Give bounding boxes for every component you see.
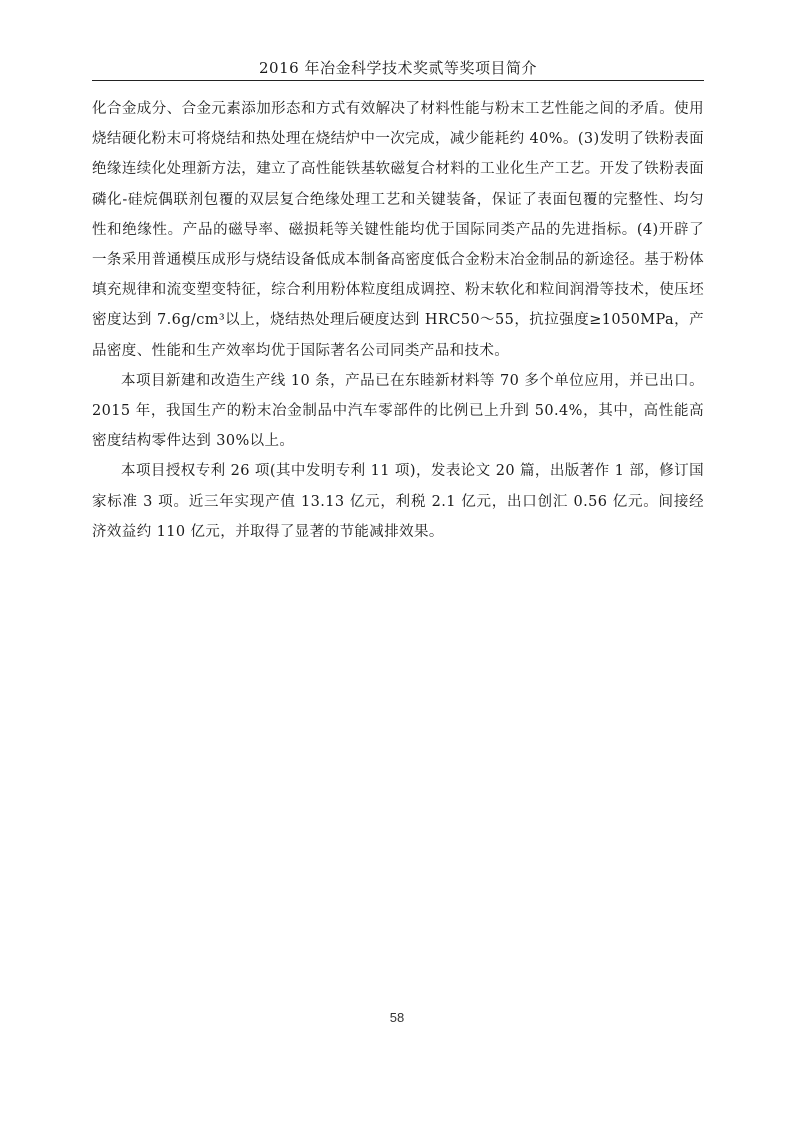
paragraph-continuation: 化合金成分、合金元素添加形态和方式有效解决了材料性能与粉末工艺性能之间的矛盾。使用烧结硬化粉末可将烧结和热处理在烧结炉中一次完成，减少能耗约 40%。(3)发明了铁粉表面绝缘连续化处理新方法，建立了高性能铁基软磁复合材料的工业化生产工艺。开发了铁粉表面磷化-硅烷偶联剂包覆的双层复合绝缘处理工艺和关键装备，保证了表面包覆的完整性、均匀性和绝缘性。产品的磁导率、磁损耗等关键性能均优于国际同类产品的先进指标。(4)开辟了一条采用普通模压成形与烧结设备低成本制备高密度低合金粉末冶金制品的新途径。基于粉体填充规律和流变塑变特征，综合利用粉体粒度组成调控、粉末软化和粒间润滑等技术，使压坯密度达到 7.6g/cm³以上，烧结热处理后硬度达到 HRC50～55，抗拉强度≥1050MPa，产品密度、性能和生产效率均优于国际著名公司同类产品和技术。	[92, 101, 704, 359]
paragraph-production-lines: 本项目新建和改造生产线 10 条，产品已在东睦新材料等 70 多个单位应用，并已出口。2015 年，我国生产的粉末冶金制品中汽车零部件的比例已上升到 50.4%，其中，高性能高密度结构零件达到 30%以上。	[92, 372, 704, 450]
paragraph-patents-economics: 本项目授权专利 26 项(其中发明专利 11 项)，发表论文 20 篇，出版著作 1 部，修订国家标准 3 项。近三年实现产值 13.13 亿元，利税 2.1 亿元，出口创汇 0.56 亿元。间接经济效益约 110 亿元，并取得了显著的节能减排效果。	[92, 463, 704, 540]
page-number: 58	[389, 1010, 405, 1025]
header-divider	[92, 80, 704, 81]
document-body	[92, 94, 704, 547]
running-header: 2016 年冶金科学技术奖贰等奖项目简介	[259, 59, 537, 77]
